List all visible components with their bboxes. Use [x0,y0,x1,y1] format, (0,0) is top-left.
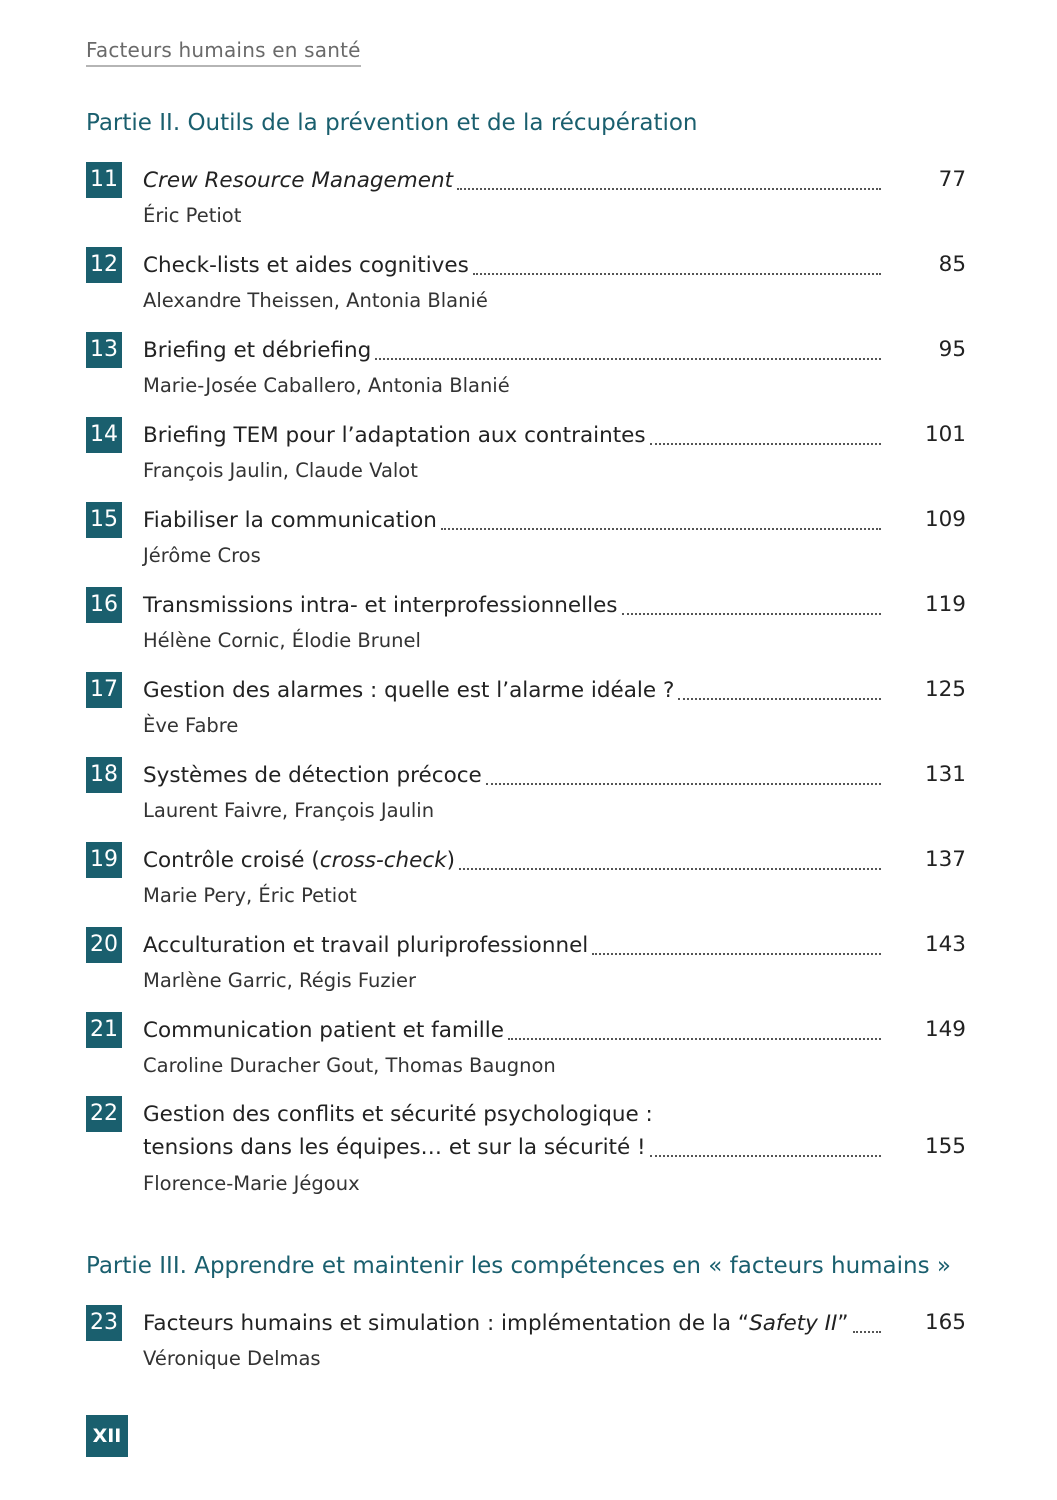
dot-leader [459,864,881,870]
chapter-authors: Florence-Marie Jégoux [143,1172,360,1195]
page-number: 155 [924,1134,966,1159]
chapter-title[interactable] [143,1012,881,1048]
chapter-number: 21 [86,1012,122,1048]
page-number: 85 [938,252,966,277]
chapter-title[interactable] [143,247,881,283]
chapter-number: 14 [86,417,122,453]
dot-leader [473,269,881,275]
part-title-3: Partie III. Apprendre et maintenir les compétences en « facteurs humains » [86,1253,951,1279]
dot-leader [650,1151,881,1157]
chapter-title-text: Systèmes de détection précoce [143,762,482,788]
chapter-title-text: Fiabiliser la communication [143,507,437,533]
chapter-authors: Marie Pery, Éric Petiot [143,884,357,907]
chapter-title-line-1[interactable] [143,1096,843,1132]
page-number: 125 [924,677,966,702]
page-number: 137 [924,847,966,872]
chapter-title-text: Gestion des alarmes : quelle est l’alarme idéale ? [143,677,675,703]
chapter-authors: Laurent Faivre, François Jaulin [143,799,435,822]
chapter-number: 15 [86,502,122,538]
chapter-title[interactable] [143,1305,881,1341]
chapter-title[interactable] [143,332,881,368]
chapter-authors: Véronique Delmas [143,1347,321,1370]
dot-leader [622,609,881,615]
page-number: 95 [938,337,966,362]
chapter-title-text: tensions dans les équipes… et sur la sécurité ! [143,1134,646,1160]
chapter-title-text: Briefing TEM pour l’adaptation aux contraintes [143,422,646,448]
chapter-title[interactable] [143,162,881,198]
chapter-authors: François Jaulin, Claude Valot [143,459,418,482]
dot-leader [508,1034,881,1040]
page-number: 143 [924,932,966,957]
chapter-title-text-end: ” [837,1310,849,1336]
chapter-number: 20 [86,927,122,963]
chapter-number: 22 [86,1096,122,1132]
dot-leader [678,694,881,700]
chapter-title-italic: Crew Resource Management [143,167,453,193]
dot-leader [650,439,881,445]
chapter-title[interactable] [143,417,881,453]
chapter-title[interactable] [143,757,881,793]
chapter-title-italic: cross-check [319,847,447,873]
chapter-number: 12 [86,247,122,283]
chapter-title[interactable] [143,672,881,708]
chapter-number: 16 [86,587,122,623]
chapter-authors: Marlène Garric, Régis Fuzier [143,969,417,992]
chapter-number: 23 [86,1305,122,1341]
chapter-number: 11 [86,162,122,198]
page-number: 119 [924,592,966,617]
chapter-title[interactable] [143,927,881,963]
chapter-number: 13 [86,332,122,368]
chapter-title[interactable] [143,502,881,538]
part-title-2: Partie II. Outils de la prévention et de la récupération [86,110,698,136]
chapter-authors: Marie-Josée Caballero, Antonia Blanié [143,374,510,397]
dot-leader [457,184,881,190]
chapter-title-text: Contrôle croisé ( [143,847,320,873]
chapter-title-text: Briefing et débriefing [143,337,372,363]
chapter-title-line-2[interactable] [143,1129,881,1165]
chapter-authors: Éric Petiot [143,204,242,227]
chapter-authors: Alexandre Theissen, Antonia Blanié [143,289,488,312]
page-folio: XII [86,1415,128,1457]
chapter-title-text: Communication patient et famille [143,1017,504,1043]
chapter-title-text: Check-lists et aides cognitives [143,252,469,278]
running-head: Facteurs humains en santé [86,38,361,67]
chapter-authors: Jérôme Cros [143,544,261,567]
page-number: 109 [924,507,966,532]
page-number: 77 [938,167,966,192]
chapter-title-text: Acculturation et travail pluriprofessionnel [143,932,589,958]
chapter-number: 18 [86,757,122,793]
page-number: 165 [924,1310,966,1335]
dot-leader [441,524,881,530]
chapter-title-text: Gestion des conflits et sécurité psychologique : [143,1101,653,1127]
chapter-number: 19 [86,842,122,878]
chapter-authors: Ève Fabre [143,714,239,737]
chapter-authors: Caroline Duracher Gout, Thomas Baugnon [143,1054,556,1077]
chapter-title[interactable] [143,587,881,623]
dot-leader [486,779,881,785]
chapter-authors: Hélène Cornic, Élodie Brunel [143,629,421,652]
page-number: 131 [924,762,966,787]
chapter-title-text: Transmissions intra- et interprofessionnelles [143,592,618,618]
page-number: 101 [924,422,966,447]
page-number: 149 [924,1017,966,1042]
chapter-title-text-end: ) [446,847,456,873]
chapter-title-italic: Safety II [749,1310,838,1336]
chapter-title-text: Facteurs humains et simulation : implémentation de la “ [143,1310,750,1336]
chapter-number: 17 [86,672,122,708]
chapter-title[interactable] [143,842,881,878]
dot-leader [853,1327,882,1333]
dot-leader [592,949,881,955]
dot-leader [375,354,881,360]
